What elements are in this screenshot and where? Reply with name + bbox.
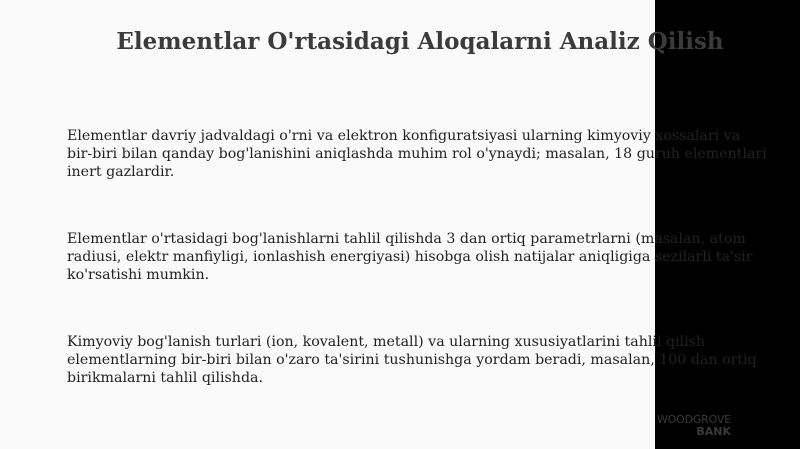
logo-line-2: BANK — [696, 425, 731, 438]
slide-title: Elementlar O'rtasidagi Aloqalarni Analiz Qilish — [116, 28, 724, 55]
logo-line-1: WOODGROVE — [657, 413, 731, 426]
paragraph-2: Elementlar o'rtasidagi bog'lanishlarni tahlil qilishda 3 dan ortiq parametrlarni (masalan, atom radiusi, elektr manfiyligi, ionlashish energiyasi) hisobga olish natijalar aniqligiga sezilarli ta'sir ko'rsatishi mumkin. — [67, 231, 753, 283]
logo-block — [748, 416, 800, 440]
paragraph-1: Elementlar davriy jadvaldagi o'rni va elektron konfiguratsiyasi ularning kimyoviy xossalari va bir-biri bilan qanday bog'lanishini aniqlashda muhim rol o'ynaydi; masalan, 18 guruh elementlari inert gazlardir. — [67, 128, 767, 180]
company-logo — [657, 414, 747, 438]
paragraph-3: Kimyoviy bog'lanish turlari (ion, kovalent, metall) va ularning xususiyatlarini tahlil qilish elementlarning bir-biri bilan o'zaro ta'sirini tushunishga yordam beradi, masalan, 100 dan ortiq birikmalarni tahlil qilishda. — [67, 334, 757, 386]
